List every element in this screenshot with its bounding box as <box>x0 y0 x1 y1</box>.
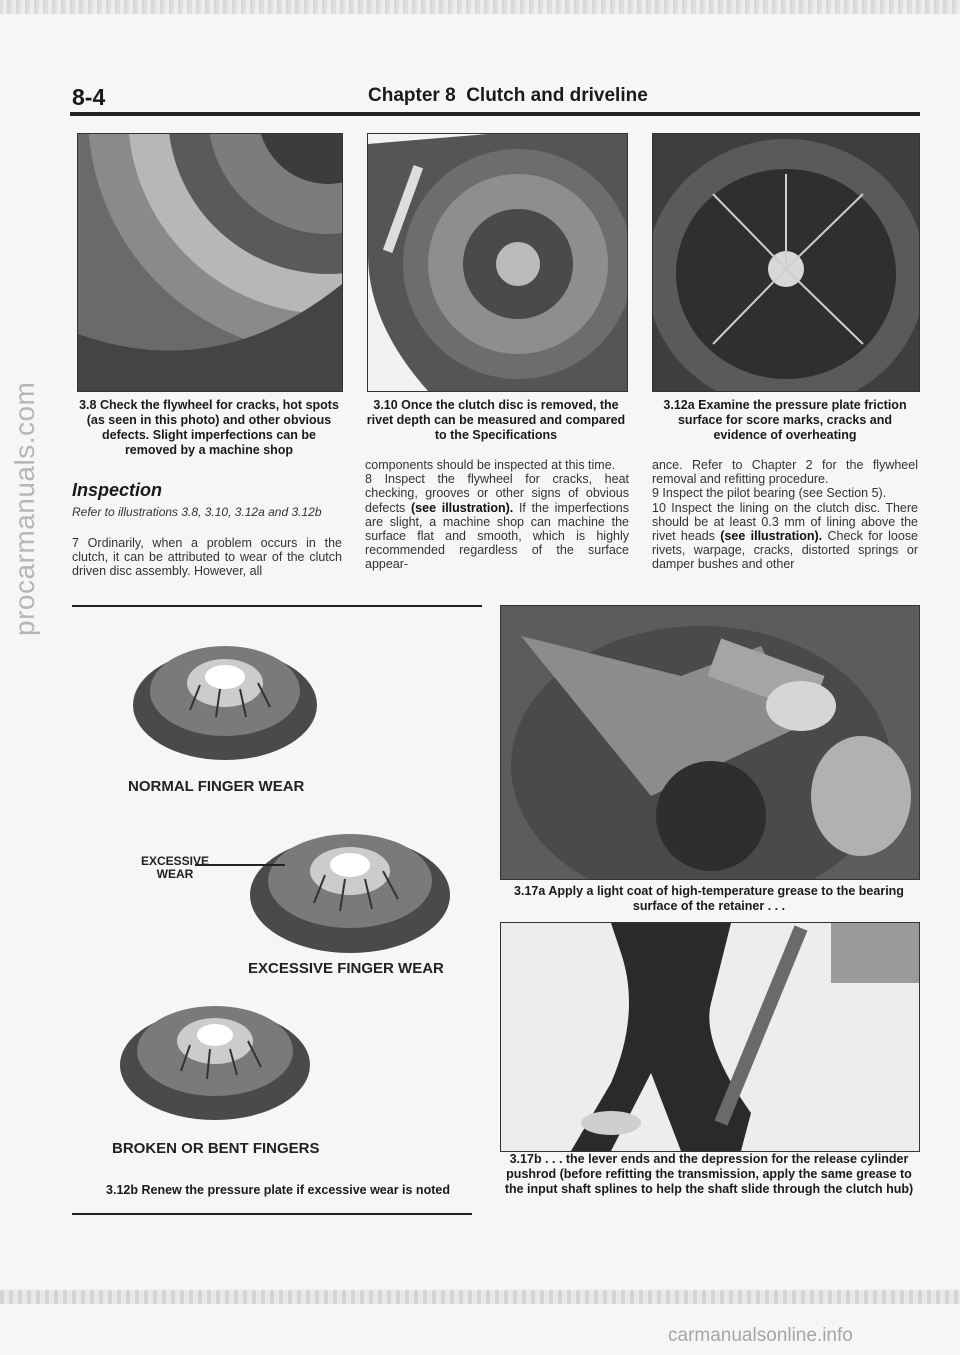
pressure-plate-drawing-excessive <box>240 815 455 955</box>
callout-excessive-line2: WEAR <box>156 867 194 881</box>
bottom-left-divider <box>72 1213 472 1215</box>
paragraph-8 <box>365 458 629 572</box>
caption-3-12b: 3.12b Renew the pressure plate if excessive wear is noted <box>106 1183 450 1197</box>
caption-3-17a: 3.17a Apply a light coat of high-temperature grease to the bearing surface of the retainer . . . <box>514 884 904 913</box>
callout-excessive-line1: EXCESSIVE <box>140 854 210 868</box>
paragraph-8-tail: If the imperfections are slight, a machine shop can machine the surface flat and smooth, which is highly recommended regardless of the surface appear- <box>365 500 629 572</box>
pressure-plate-photo-image <box>653 134 919 391</box>
side-watermark: procarmanuals.com <box>9 381 40 636</box>
scan-edge-top <box>0 0 960 14</box>
release-bearing-photo-image <box>501 606 919 879</box>
section-reference: Refer to illustrations 3.8, 3.10, 3.12a and 3.12b <box>72 505 322 519</box>
bottom-watermark: carmanualsonline.info <box>668 1325 853 1346</box>
diagram-normal-wear <box>130 625 320 765</box>
paragraph-8-body: 8 Inspect the flywheel for cracks, heat checking, grooves or other signs of obvious defects <box>365 472 629 515</box>
pressure-plate-drawing-normal <box>130 625 320 765</box>
paragraph-7: 7 Ordinarily, when a problem occurs in the clutch, it can be attributed to wear of the clutch driven disc assembly. However, all <box>72 536 342 579</box>
chapter-title: Chapter 8 Clutch and driveline <box>368 85 648 106</box>
paragraph-9: 9 Inspect the pilot bearing (see Section 5). <box>652 486 887 501</box>
paragraph-8-lead: components should be inspected at this time. <box>365 458 616 472</box>
paragraph-10-body: 10 Inspect the lining on the clutch disc. There should be at least 0.3 mm of lining above the rivet heads <box>652 500 918 544</box>
photo-clutch-disc <box>367 133 628 392</box>
caption-3-8: 3.8 Check the flywheel for cracks, hot spots (as seen in this photo) and other obvious defects. Slight imperfections can be removed by a machine shop <box>79 398 339 457</box>
paragraph-flywheel-ref: ance. Refer to Chapter 2 for the flywheel removal and refitting procedure. <box>652 458 918 487</box>
photo-flywheel <box>77 133 343 392</box>
paragraph-9-10 <box>652 458 918 572</box>
caption-3-17b: 3.17b . . . the lever ends and the depression for the release cylinder pushrod (before refitting the transmission, apply the same grease to the input shaft splines to help the shaft slide through the clutch hub) <box>504 1152 914 1196</box>
caption-3-12a: 3.12a Examine the pressure plate friction surface for score marks, cracks and evidence of overheating <box>663 398 907 442</box>
photo-release-bearing <box>500 605 920 880</box>
callout-excessive-wear <box>140 855 210 881</box>
page-number: 8-4 <box>72 84 106 110</box>
scan-edge-bottom <box>0 1290 960 1304</box>
clutch-disc-photo-image <box>368 134 627 391</box>
see-illustration-ref-2: (see illustration). <box>720 529 823 544</box>
diagram-broken-fingers <box>115 985 315 1125</box>
photo-pressure-plate <box>652 133 920 392</box>
see-illustration-ref-1: (see illustration). <box>411 500 514 515</box>
photo-lever-ends <box>500 922 920 1152</box>
caption-3-10: 3.10 Once the clutch disc is removed, the rivet depth can be measured and compared to the Specifications <box>366 398 626 442</box>
label-broken-fingers: BROKEN OR BENT FINGERS <box>112 1140 320 1157</box>
section-divider <box>72 605 482 607</box>
flywheel-photo-image <box>78 134 342 391</box>
section-heading: Inspection <box>72 480 163 500</box>
diagram-excessive-wear <box>240 815 455 955</box>
lever-ends-photo-image <box>501 923 919 1151</box>
header-rule <box>70 112 920 116</box>
label-normal-finger-wear: NORMAL FINGER WEAR <box>128 778 305 795</box>
pressure-plate-drawing-broken <box>115 985 315 1125</box>
label-excessive-finger-wear: EXCESSIVE FINGER WEAR <box>248 960 444 977</box>
paragraph-10-tail: Check for loose rivets, warpage, cracks, distorted springs or damper bushes and other <box>652 529 918 572</box>
